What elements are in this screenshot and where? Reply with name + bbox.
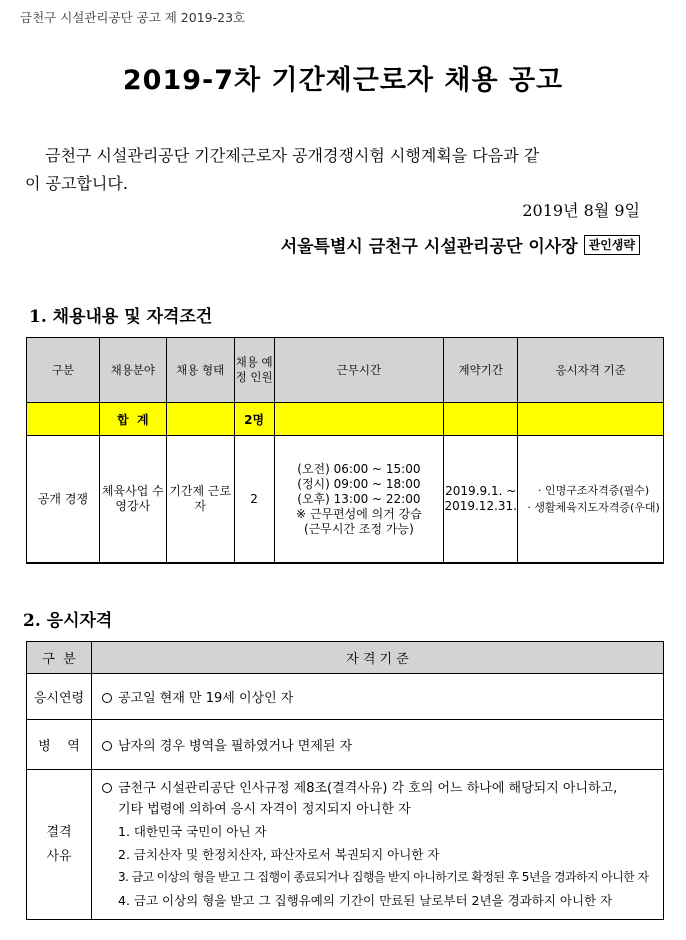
list-item: 2. 금치산자 및 한정치산자, 파산자로서 복권되지 아니한 자 [118,847,440,862]
row-period: 2019.9.1. ~ 2019.12.31. [444,436,518,564]
header-count: 채용 예정 인원 [234,338,274,403]
military-label: 병 역 [27,720,92,770]
signer-block [281,232,640,257]
disqualification-label: 결격 사유 [27,770,92,920]
document-number: 금천구 시설관리공단 공고 제 2019-23호 [20,10,246,25]
table-row [27,674,664,720]
row-hours [274,436,444,564]
list-item: 3. 금고 이상의 형을 받고 그 집행이 종료되거나 집행을 받지 아니하기로 확정된 후 5년을 경과하지 아니한 자 [118,870,649,884]
row-category: 공개 경쟁 [27,436,100,564]
intro-line-2: 이 공고합니다. [25,174,128,193]
header-category: 구 분 [27,642,92,674]
header-category: 구분 [27,338,100,403]
disqualification-criteria: 금천구 시설관리공단 인사규정 제8조(결격사유) 각 호의 어느 하나에 해당되지 아니하고, 기타 법령에 의하여 응시 자격이 정지되지 아니한 자 1. 대한민국 국민이 아닌 자 2. 금치산자 및 한정치산자, 파산자로서 복권되지 아니한 자 3. 금고 이상의 형을 받고 그 집행이 종료되거나 집행을 받지 아니하기로 확정된 후 5년을 경과하지 아니한 자 4. 금고 이상의 형을 받고 그 집행유예의 기간이 만료된 날로부터 2년을 경과하지 아니한 자 [92,770,664,920]
hours-afternoon: (오후) 13:00 ~ 22:00 [297,491,421,506]
circle-bullet-icon [102,693,112,703]
hours-note-sub: (근무시간 조정 가능) [304,521,414,536]
seal-stamp: 관인생략 [584,235,640,255]
row-qualifications [518,436,664,564]
signer-name: 서울특별시 금천구 시설관리공단 이사장 [280,237,578,257]
qualification-item: · 인명구조자격증(필수) [538,484,650,497]
header-field: 채용분야 [99,338,166,403]
hours-note: ※ 근무편성에 의거 강습 [295,506,422,521]
age-label: 응시연령 [27,674,92,720]
hours-morning: (오전) 06:00 ~ 15:00 [297,461,421,476]
header-period: 계약기간 [444,338,518,403]
eligibility-table [26,641,664,920]
circle-bullet-icon [102,783,112,793]
header-criteria: 자 격 기 준 [92,642,664,674]
table-row [27,720,664,770]
total-count: 2명 [234,403,274,436]
row-type: 기간제 근로자 [166,436,234,564]
section-1-title: 1. 채용내용 및 자격조건 [29,307,213,327]
total-label: 합 계 [99,403,166,436]
section-2-title: 2. 응시자격 [23,611,113,631]
intro-line-1: 금천구 시설관리공단 기간제근로자 공개경쟁시험 시행계획을 다음과 같 [45,146,540,165]
hours-regular: (정시) 09:00 ~ 18:00 [297,476,421,491]
header-qualification: 응시자격 기준 [518,338,664,403]
total-row [27,403,664,436]
header-type: 채용 형태 [166,338,234,403]
qualification-item: · 생활체육지도자격증(우대) [527,501,660,514]
age-criteria: 공고일 현재 만 19세 이상인 자 [92,674,664,720]
military-criteria: 남자의 경우 병역을 필하였거나 면제된 자 [92,720,664,770]
row-count: 2 [234,436,274,564]
list-item: 1. 대한민국 국민이 아닌 자 [118,824,267,839]
header-hours: 근무시간 [274,338,444,403]
intro-paragraph [25,142,643,198]
page-title: 2019-7차 기간제근로자 채용 공고 [122,65,564,96]
list-item: 4. 금고 이상의 형을 받고 그 집행유예의 기간이 만료된 날로부터 2년을 경과하지 아니한 자 [118,893,613,908]
recruitment-table [26,337,664,564]
circle-bullet-icon [102,741,112,751]
row-field: 체육사업 수영강사 [99,436,166,564]
table-row [27,770,664,920]
table-row [27,436,664,564]
announcement-date: 2019년 8월 9일 [522,201,640,220]
